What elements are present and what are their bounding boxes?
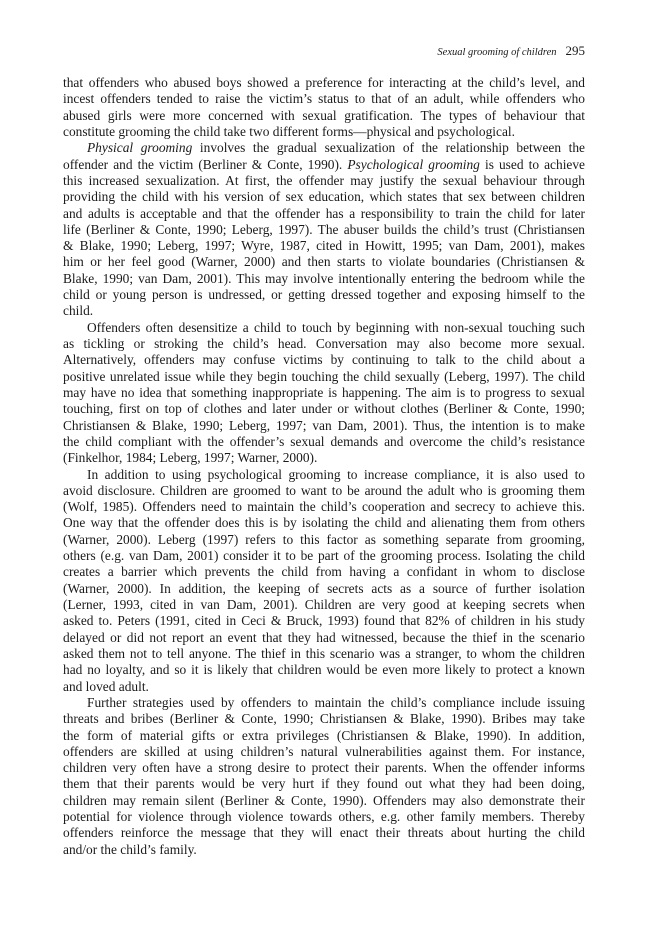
text-line: this increased sexualization. At first, the offender may justify the sexual behaviour through [63, 172, 585, 188]
text-line: had no loyalty, and so it is likely that children would be even more likely to protect a known [63, 662, 585, 678]
text-line: (Warner, 2000). In addition, the keeping of secrets acts as a source of further isolation [63, 580, 585, 596]
text-line [63, 140, 585, 156]
text-line: creates a barrier which prevents the child from having a confidant in whom to disclose [63, 564, 585, 580]
text-line: positive unrelated issue while they begin touching the child sexually (Leberg, 1997). The child [63, 368, 585, 384]
text-line: Offenders often desensitize a child to touch by beginning with non-sexual touching such [87, 319, 585, 335]
text-line: One way that the offender does this is by isolating the child and alienating them from others [63, 515, 585, 531]
text-line: (Lerner, 1993, cited in van Dam, 2001). Children are very good at keeping secrets when [63, 597, 585, 612]
text-line: children may remain silent (Berliner & Conte, 1990). Offenders may also demonstrate their [63, 792, 585, 808]
page-number: 295 [565, 43, 585, 58]
text-line: him or her feel good (Warner, 2000) and then starts to violate boundaries (Christiansen & [63, 254, 585, 270]
text-line: Further strategies used by offenders to maintain the child’s compliance include issuing [87, 694, 585, 710]
text-line: as tickling or stroking the child’s head. Conversation may also become more sexual. [63, 336, 585, 351]
text-line: (Warner, 2000). Leberg (1997) refers to this factor as something separate from grooming, [63, 531, 585, 547]
text-line: constitute grooming the child take two different forms—physical and psychological. [63, 123, 515, 139]
text-line: children very often have a strong desire to protect their parents. When the offender informs [63, 760, 585, 776]
text-line: that offenders who abused boys showed a preference for interacting at the child’s level, and [63, 75, 585, 90]
text-line: threats and bribes (Berliner & Conte, 1990; Christiansen & Blake, 1990). Bribes may take [63, 711, 585, 727]
text-line: & Blake, 1990; Leberg, 1997; Wyre, 1987, cited in Howitt, 1995; van Dam, 2001), makes [63, 238, 585, 254]
paragraph [63, 75, 585, 140]
paragraph [63, 320, 585, 467]
text-line: the form of material gifts or extra privileges (Christiansen & Blake, 1990). In addition, [63, 727, 585, 743]
text-line: asked them not to tell anyone. The thief in this scenario was a stranger, to whom the children [63, 645, 585, 661]
text-line: incest offenders tended to raise the victim’s status to that of an adult, while offenders who [63, 91, 585, 107]
text-line: offenders reinforce the message that they will enact their threats about hurting the child [63, 825, 585, 841]
text-line: them that their parents would be very hurt if they found out what they had been doing, [63, 776, 585, 792]
text-line: touching, first on top of clothes and later under or without clothes (Berliner & Conte, 1990; [63, 401, 585, 417]
text-line: and loved adult. [63, 678, 149, 694]
text-line: child or young person is undressed, or getting dressed together and exposing himself to the [63, 287, 585, 303]
text-line: life (Berliner & Conte, 1990; Leberg, 1997). The abuser builds the child’s trust (Christiansen [63, 221, 585, 237]
text-line: the child compliant with the offender’s sexual demands and overcome the child’s resistance [63, 433, 585, 449]
text-line: (Wolf, 1985). Offenders need to maintain the child’s cooperation and secrecy to achieve this. [63, 499, 585, 515]
text-line: others (e.g. van Dam, 2001) consider it to be part of the grooming process. Isolating the child [63, 548, 585, 564]
text-line: child. [63, 303, 94, 319]
text-line: In addition to using psychological grooming to increase compliance, it is also used to [87, 466, 585, 482]
paragraph [63, 140, 585, 319]
text-line: offenders are skilled at using children’s natural vulnerabilities against them. For instance, [63, 743, 585, 759]
text-line [63, 157, 585, 173]
italic-term: Psychological grooming [347, 156, 480, 172]
running-header [437, 43, 585, 59]
text-segment: involves the gradual sexualization of the relationship between the [192, 140, 585, 156]
text-line: delayed or did not report an event that they had witnessed, because the thief in the scenario [63, 629, 585, 645]
text-line: and adults is acceptable and that the offender has a responsibility to train the child for later [63, 205, 585, 221]
text-line: may have no idea that something inappropriate is happening. The aim is to progress to sexual [63, 384, 585, 400]
running-title: Sexual grooming of children [437, 47, 557, 58]
text-segment: is used to achieve [479, 156, 586, 172]
paragraph [63, 467, 585, 695]
text-line: Blake, 1990; van Dam, 2001). This may involve intentionally entering the bedroom while the [63, 270, 585, 286]
text-line: Christiansen & Blake, 1990; Leberg, 1997; van Dam, 2001). Thus, the intention is to make [63, 417, 585, 433]
text-line: and/or the child’s family. [63, 841, 197, 857]
text-line: avoid disclosure. Children are groomed to want to be around the adult who is grooming them [63, 482, 585, 498]
text-line: (Finkelhor, 1984; Leberg, 1997; Warner, 2000). [63, 450, 318, 466]
italic-term: Physical grooming [87, 140, 193, 156]
body-text [63, 75, 585, 858]
text-line: asked to. Peters (1991, cited in Ceci & Bruck, 1993) found that 82% of children in his study [63, 613, 585, 629]
text-line: abused girls were more concerned with sexual gratification. The types of behaviour that [63, 107, 585, 123]
text-segment: offender and the victim (Berliner & Conte, 1990). [63, 156, 348, 172]
text-line: providing the child with his version of sex education, which states that sex between children [63, 189, 585, 205]
paragraph [63, 695, 585, 858]
text-line: potential for violence through violence towards others, e.g. other family members. Thereby [63, 809, 585, 825]
text-line: Alternatively, offenders may confuse victims by continuing to talk to the child about a [63, 352, 585, 368]
